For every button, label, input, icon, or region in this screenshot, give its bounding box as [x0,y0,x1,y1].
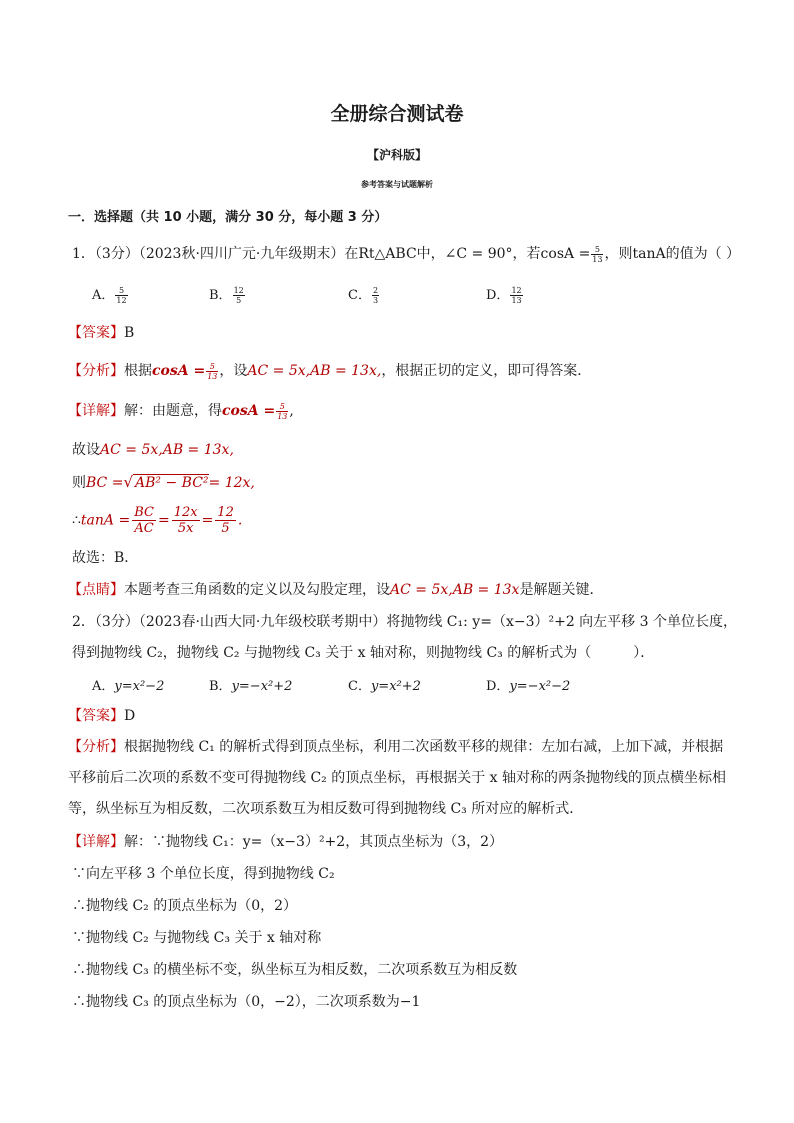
question-text: ，则tanA的值为（ ） [604,246,741,262]
question-source: （2023秋·四川广元·九年级期末） [138,246,345,262]
option-d: D．y=−x²−2 [486,679,571,694]
reference-label: 参考答案与试题解析 [361,180,433,189]
key-point-tag: 【点睛】 [68,582,124,598]
option-b: B． $\frac{12}{5}$ [209,286,244,305]
answer-tag: 【答案】 [68,325,124,341]
answer-line [68,706,135,726]
question-2-stem-cont: 得到抛物线 C₂，抛物线 C₂ 与抛物线 C₃ 关于 x 轴对称，则抛物线 C₃ 的解析式为（ ）． [72,645,655,661]
solution-step: ∵抛物线 C₂ 与抛物线 C₃ 关于 x 轴对称 [72,930,322,946]
solution-step: ∴抛物线 C₃ 的顶点坐标为（0，−2），二次项系数为−1 [72,994,421,1010]
analysis-line: 【分析】根据cosA = $\frac{5}{13}$ ，设AC = 5x,AB = 13x,，根据正切的定义，即可得答案． [68,361,592,381]
detail-line: 【详解】解：∵抛物线 C₁：y=（x−3）²+2，其顶点坐标为（3，2） [68,834,504,850]
choice-line: 故选：B． [72,550,139,566]
option-b: B．y=−x²+2 [209,679,293,694]
answer-tag: 【答案】 [68,708,124,724]
detail-line: 【详解】解：由题意，得cosA = $\frac{5}{13}$ , [68,401,294,421]
analysis-line: 等，纵坐标互为相反数，二次项系数互为相反数可得到抛物线 C₃ 所对应的解析式． [68,801,584,817]
detail-tag: 【详解】 [68,834,124,850]
solution-step: 故设AC = 5x,AB = 13x, [72,442,234,458]
fraction: $\frac{12x}{5x}$ [173,505,198,536]
key-point-line: 【点睛】本题考查三角函数的定义以及勾股定理，设AC = 5x,AB = 13x是解题关键． [68,582,604,598]
fraction: $\frac{5}{13}$ [207,361,218,381]
question-1-stem [72,244,740,264]
solution-step: ∴tanA = $\frac{BC}{AC}$ = $\frac{12x}{5x}$ = $\frac{12}{5}$ . [72,505,243,536]
fraction: $\frac{BC}{AC}$ [134,505,154,536]
fraction: $\frac{12}{5}$ [233,286,244,305]
page-title: 全册综合测试卷 [330,103,464,125]
solution-step: ∵向左平移 3 个单位长度，得到抛物线 C₂ [72,866,335,882]
question-2-stem [72,612,737,632]
analysis-line: 【分析】根据抛物线 C₁ 的解析式得到顶点坐标，利用二次函数平移的规律：左加右减，上加下减，并根据 [68,739,724,755]
section-heading: 一．选择题（共 10 小题，满分 30 分，每小题 3 分） [68,210,388,225]
detail-tag: 【详解】 [68,403,124,419]
fraction: $\frac{12}{5}$ [217,505,234,536]
answer-line [68,323,134,343]
answer-value: D [124,708,136,724]
option-a: A．y=x²−2 [92,679,165,694]
analysis-line: 平移前后二次项的系数不变可得抛物线 C₂ 的顶点坐标，再根据关于 x 轴对称的两条抛物线的顶点横坐标相 [68,770,727,786]
question-source: （2023春·山西大同·九年级校联考期中） [138,614,387,630]
edition-label: 【沪科版】 [366,148,427,162]
fraction: $\frac{5}{13}$ [592,244,603,264]
question-number: 2．（3分） [72,614,139,630]
option-a: A． $\frac{5}{12}$ [92,286,127,305]
fraction: $\frac{2}{3}$ [372,286,379,305]
option-c: C．y=x²+2 [348,679,421,694]
fraction: $\frac{12}{13}$ [511,286,522,305]
answer-value: B [124,325,135,341]
option-d: D． $\frac{12}{13}$ [486,286,522,305]
question-text: 将抛物线 C₁: y=（x−3）²+2 向左平移 3 个单位长度， [386,614,737,630]
fraction: $\frac{5}{12}$ [116,286,127,305]
analysis-tag: 【分析】 [68,739,124,755]
question-number: 1．（3分） [72,246,139,262]
fraction: $\frac{5}{13}$ [277,401,288,421]
solution-step: ∴抛物线 C₃ 的横坐标不变，纵坐标互为相反数，二次项系数互为相反数 [72,962,518,978]
solution-step: 则BC =√ AB² − BC²= 12x, [72,473,255,491]
option-c: C． $\frac{2}{3}$ [348,286,379,305]
analysis-tag: 【分析】 [68,363,124,379]
solution-step: ∴抛物线 C₂ 的顶点坐标为（0，2） [72,898,298,914]
question-text: 在Rt△ABC中，∠C = 90°，若cosA = [344,246,591,262]
